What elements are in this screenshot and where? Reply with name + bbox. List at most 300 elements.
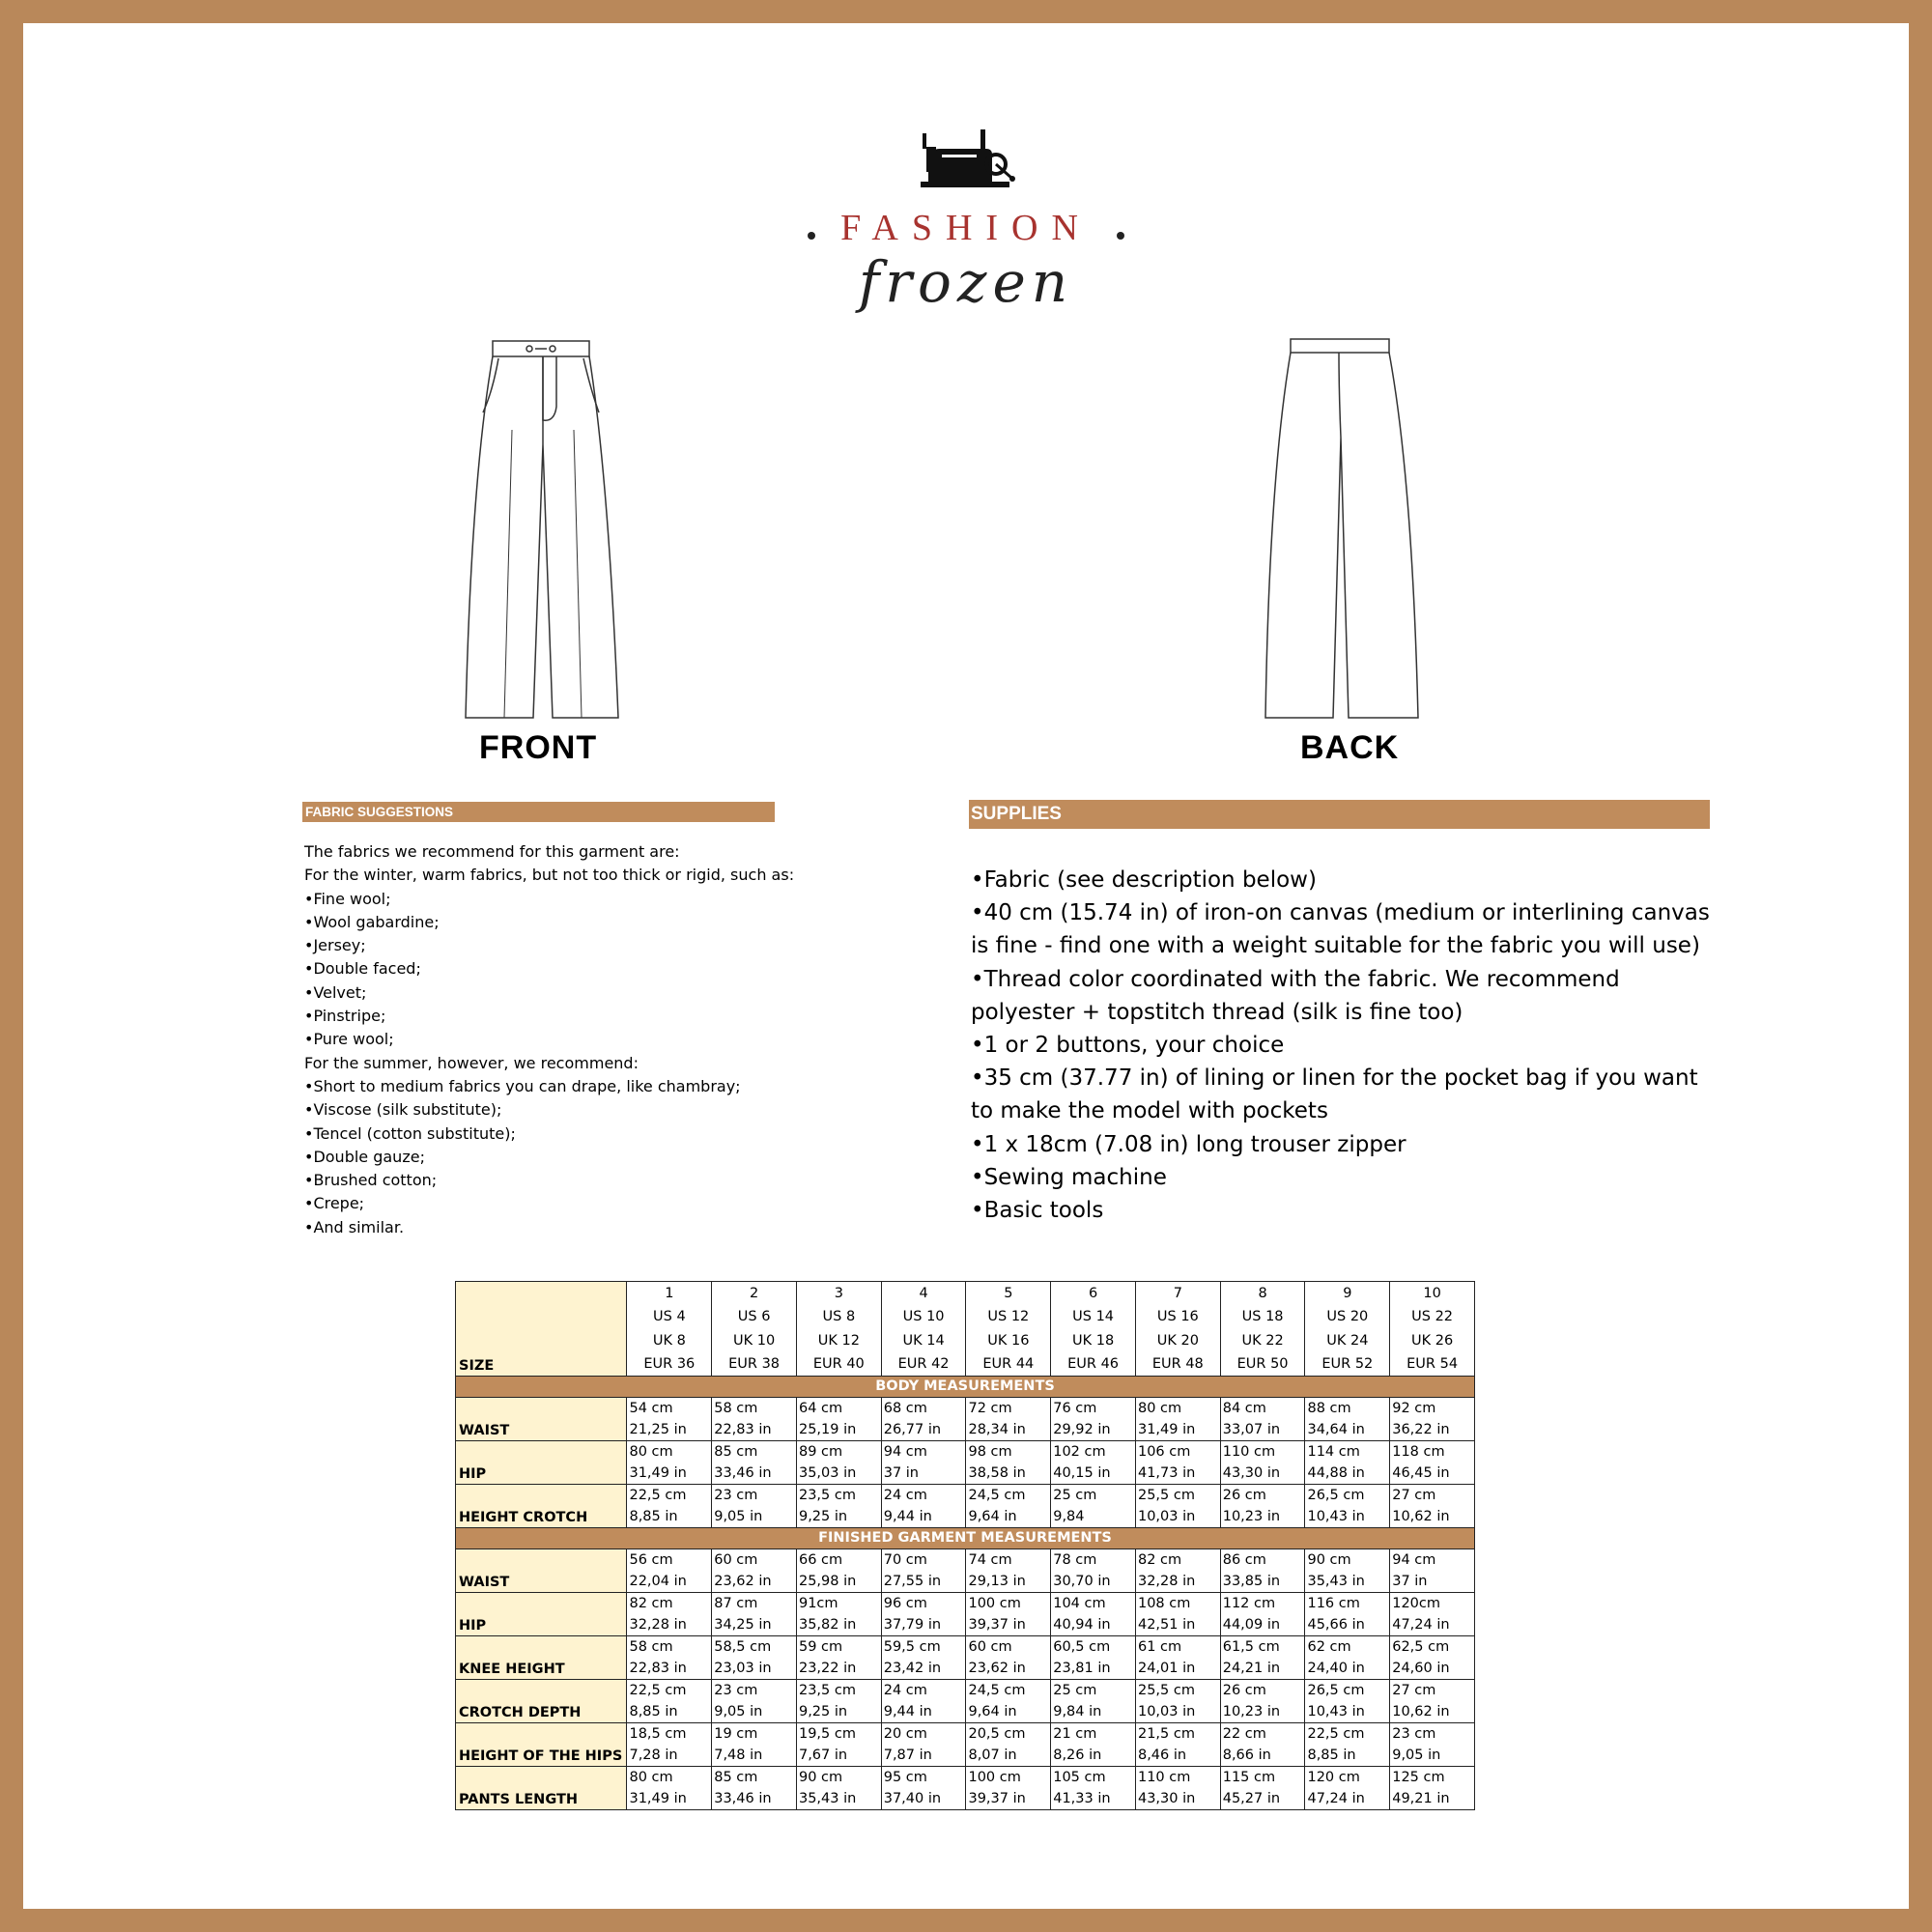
measurement-cell	[1135, 1636, 1220, 1680]
size-designation: EUR 54	[1406, 1355, 1459, 1372]
measurement-in: 8,85 in	[629, 1704, 678, 1720]
size-designation: UK 12	[817, 1332, 860, 1349]
measurement-cm: 58 cm	[629, 1639, 673, 1656]
measurement-cm: 60 cm	[714, 1552, 758, 1569]
measurement-cell	[1135, 1767, 1220, 1810]
measurement-cm: 23 cm	[1392, 1726, 1436, 1743]
measurement-in: 22,83 in	[629, 1661, 687, 1677]
measurement-in: 25,98 in	[798, 1574, 857, 1590]
size-chart-table	[455, 1281, 1475, 1810]
measurement-in: 45,66 in	[1307, 1617, 1365, 1634]
measurement-cell	[1051, 1549, 1136, 1593]
measurement-cell	[881, 1398, 966, 1441]
measurement-in: 7,48 in	[714, 1747, 763, 1764]
measurement-cm: 23,5 cm	[798, 1488, 856, 1504]
measurement-in: 25,19 in	[798, 1422, 857, 1438]
measurement-in: 9,64 in	[968, 1509, 1017, 1525]
measurement-label: HIP	[456, 1441, 627, 1485]
measurement-cell	[881, 1485, 966, 1528]
measurement-in: 34,64 in	[1307, 1422, 1365, 1438]
brand-dot-right	[1117, 232, 1124, 240]
size-designation: UK 22	[1241, 1332, 1284, 1349]
measurement-cell	[796, 1485, 881, 1528]
measurement-cm: 18,5 cm	[629, 1726, 687, 1743]
fabric-line: •Crepe;	[304, 1194, 365, 1213]
measurement-cell	[712, 1767, 797, 1810]
supplies-line: •Basic tools	[971, 1198, 1104, 1224]
measurement-label: WAIST	[456, 1398, 627, 1441]
measurement-cell	[1305, 1485, 1390, 1528]
size-designation: 4	[919, 1286, 928, 1301]
measurement-cell	[881, 1593, 966, 1636]
measurement-in: 8,26 in	[1053, 1747, 1102, 1764]
measurement-in: 35,82 in	[798, 1617, 857, 1634]
measurement-in: 31,49 in	[629, 1791, 687, 1807]
measurement-label: HEIGHT CROTCH	[456, 1485, 627, 1528]
measurement-cell	[1390, 1723, 1475, 1767]
measurement-cm: 27 cm	[1392, 1488, 1436, 1504]
measurement-row	[456, 1680, 1475, 1723]
measurement-cell	[627, 1636, 712, 1680]
fabric-line: •Double gauze;	[304, 1147, 425, 1166]
size-designation: US 20	[1326, 1309, 1369, 1325]
measurement-cell	[627, 1767, 712, 1810]
front-pants-drawing	[454, 333, 628, 724]
size-column-header	[1390, 1282, 1475, 1377]
measurement-cm: 26 cm	[1222, 1488, 1266, 1504]
measurement-cell	[627, 1485, 712, 1528]
measurement-in: 23,42 in	[883, 1661, 942, 1677]
measurement-cm: 58 cm	[714, 1401, 758, 1417]
size-designation: US 10	[902, 1309, 945, 1325]
measurement-cell	[1305, 1680, 1390, 1723]
size-designation: UK 24	[1326, 1332, 1369, 1349]
measurement-cm: 85 cm	[714, 1770, 758, 1786]
measurement-in: 9,84 in	[1053, 1704, 1102, 1720]
measurement-cell	[1390, 1549, 1475, 1593]
measurement-cell	[966, 1549, 1051, 1593]
size-designation: EUR 44	[982, 1355, 1035, 1372]
measurement-in: 32,28 in	[1137, 1574, 1196, 1590]
size-designation: EUR 48	[1151, 1355, 1204, 1372]
measurement-cell	[1220, 1485, 1305, 1528]
size-designation: US 14	[1072, 1309, 1115, 1325]
measurement-in: 8,85 in	[629, 1509, 678, 1525]
measurement-cm: 125 cm	[1392, 1770, 1445, 1786]
measurement-in: 23,03 in	[714, 1661, 772, 1677]
measurement-cell	[712, 1549, 797, 1593]
measurement-cm: 24,5 cm	[968, 1683, 1026, 1699]
size-column-header	[712, 1282, 797, 1377]
measurement-cm: 24 cm	[883, 1488, 927, 1504]
measurement-cm: 108 cm	[1137, 1596, 1191, 1612]
measurement-cm: 20,5 cm	[968, 1726, 1026, 1743]
measurement-cm: 22,5 cm	[629, 1488, 687, 1504]
measurement-in: 31,49 in	[629, 1465, 687, 1482]
measurement-cell	[627, 1398, 712, 1441]
fabric-line: •And similar.	[304, 1217, 405, 1236]
measurement-cm: 24 cm	[883, 1683, 927, 1699]
measurement-cm: 94 cm	[1392, 1552, 1436, 1569]
measurement-cell	[796, 1398, 881, 1441]
measurement-in: 46,45 in	[1392, 1465, 1450, 1482]
measurement-cm: 115 cm	[1222, 1770, 1276, 1786]
size-designation: 6	[1088, 1286, 1098, 1301]
body-measurements-heading-row	[456, 1377, 1475, 1398]
measurement-in: 10,43 in	[1307, 1704, 1365, 1720]
supplies-line: •40 cm (15.74 in) of iron-on canvas (medium or interlining canvas is fine - find one with a weight suitable for the fabric you will use)	[971, 900, 1710, 959]
measurement-cell	[1135, 1680, 1220, 1723]
measurement-cell	[1390, 1485, 1475, 1528]
measurement-cm: 80 cm	[1137, 1401, 1182, 1417]
measurement-cm: 25,5 cm	[1137, 1488, 1195, 1504]
measurement-cell	[1220, 1680, 1305, 1723]
measurement-cell	[1135, 1485, 1220, 1528]
measurement-cm: 91cm	[798, 1596, 838, 1612]
measurement-cell	[1051, 1593, 1136, 1636]
measurement-in: 9,05 in	[1392, 1747, 1441, 1764]
size-column-header	[881, 1282, 966, 1377]
measurement-in: 8,85 in	[1307, 1747, 1356, 1764]
measurement-cell	[1220, 1398, 1305, 1441]
measurement-in: 35,43 in	[1307, 1574, 1365, 1590]
measurement-cell	[881, 1636, 966, 1680]
supplies-line: •Sewing machine	[971, 1164, 1167, 1190]
measurement-cell	[966, 1723, 1051, 1767]
measurement-in: 9,44 in	[883, 1509, 932, 1525]
measurement-in: 31,49 in	[1137, 1422, 1196, 1438]
measurement-cell	[1390, 1593, 1475, 1636]
measurement-cm: 74 cm	[968, 1552, 1012, 1569]
measurement-label: KNEE HEIGHT	[456, 1636, 627, 1680]
measurement-cell	[796, 1549, 881, 1593]
measurement-cell	[1305, 1441, 1390, 1485]
size-designation: 3	[834, 1286, 843, 1301]
measurement-row	[456, 1636, 1475, 1680]
measurement-cm: 62 cm	[1307, 1639, 1351, 1656]
measurement-cm: 87 cm	[714, 1596, 758, 1612]
measurement-cm: 100 cm	[968, 1596, 1021, 1612]
measurement-in: 9,05 in	[714, 1509, 763, 1525]
measurement-cell	[627, 1723, 712, 1767]
size-label: SIZE	[456, 1282, 627, 1377]
size-designation: UK 10	[733, 1332, 776, 1349]
measurement-in: 41,33 in	[1053, 1791, 1111, 1807]
measurement-cm: 26,5 cm	[1307, 1488, 1365, 1504]
measurement-in: 7,67 in	[798, 1747, 848, 1764]
body-measurements-heading: BODY MEASUREMENTS	[456, 1377, 1475, 1398]
size-designation: 8	[1258, 1286, 1267, 1301]
measurement-cell	[796, 1441, 881, 1485]
measurement-cm: 105 cm	[1053, 1770, 1106, 1786]
measurement-cell	[1305, 1767, 1390, 1810]
measurement-cm: 58,5 cm	[714, 1639, 772, 1656]
measurement-cell	[627, 1593, 712, 1636]
measurement-cm: 27 cm	[1392, 1683, 1436, 1699]
size-designation: UK 18	[1072, 1332, 1115, 1349]
measurement-in: 9,05 in	[714, 1704, 763, 1720]
measurement-in: 7,87 in	[883, 1747, 932, 1764]
measurement-label: HIP	[456, 1593, 627, 1636]
fabric-line: •Velvet;	[304, 982, 367, 1002]
size-designation: UK 8	[652, 1332, 686, 1349]
size-column-header	[1305, 1282, 1390, 1377]
size-column-header	[1220, 1282, 1305, 1377]
measurement-cm: 90 cm	[1307, 1552, 1351, 1569]
size-designation: US 16	[1156, 1309, 1199, 1325]
size-designation: EUR 40	[812, 1355, 865, 1372]
measurement-label: PANTS LENGTH	[456, 1767, 627, 1810]
measurement-cm: 59,5 cm	[883, 1639, 941, 1656]
measurement-cm: 120 cm	[1307, 1770, 1360, 1786]
measurement-cell	[1051, 1680, 1136, 1723]
fabric-line: •Pinstripe;	[304, 1007, 386, 1026]
measurement-cm: 84 cm	[1222, 1401, 1266, 1417]
measurement-cm: 61 cm	[1137, 1639, 1182, 1656]
measurement-cm: 23,5 cm	[798, 1683, 856, 1699]
measurement-in: 47,24 in	[1392, 1617, 1450, 1634]
measurement-cm: 66 cm	[798, 1552, 843, 1569]
measurement-cell	[712, 1680, 797, 1723]
measurement-cell	[1390, 1680, 1475, 1723]
measurement-in: 49,21 in	[1392, 1791, 1450, 1807]
measurement-in: 45,27 in	[1222, 1791, 1281, 1807]
measurement-cm: 116 cm	[1307, 1596, 1360, 1612]
measurement-cm: 72 cm	[968, 1401, 1012, 1417]
measurement-in: 37 in	[883, 1465, 919, 1482]
size-column-header	[966, 1282, 1051, 1377]
measurement-in: 33,46 in	[714, 1791, 772, 1807]
measurement-cm: 54 cm	[629, 1401, 673, 1417]
measurement-cm: 22,5 cm	[629, 1683, 687, 1699]
measurement-cell	[966, 1636, 1051, 1680]
size-designation: 10	[1423, 1286, 1441, 1301]
size-column-header	[796, 1282, 881, 1377]
measurement-cell	[1051, 1636, 1136, 1680]
measurement-row	[456, 1767, 1475, 1810]
size-designation: EUR 42	[897, 1355, 950, 1372]
measurement-in: 8,66 in	[1222, 1747, 1271, 1764]
measurement-cm: 60,5 cm	[1053, 1639, 1111, 1656]
measurement-in: 10,62 in	[1392, 1509, 1450, 1525]
measurement-cm: 21 cm	[1053, 1726, 1097, 1743]
measurement-cm: 76 cm	[1053, 1401, 1097, 1417]
measurement-cm: 23 cm	[714, 1683, 758, 1699]
size-designation: EUR 46	[1067, 1355, 1120, 1372]
measurement-cell	[1051, 1398, 1136, 1441]
supplies-line: •Thread color coordinated with the fabric. We recommend polyester + topstitch thread (silk is fine too)	[971, 966, 1620, 1025]
size-designation: US 12	[987, 1309, 1030, 1325]
size-designation: US 18	[1241, 1309, 1284, 1325]
measurement-cell	[627, 1441, 712, 1485]
measurement-in: 9,64 in	[968, 1704, 1017, 1720]
measurement-cm: 70 cm	[883, 1552, 927, 1569]
measurement-cell	[881, 1680, 966, 1723]
measurement-cell	[712, 1398, 797, 1441]
measurement-cm: 88 cm	[1307, 1401, 1351, 1417]
measurement-cm: 110 cm	[1222, 1444, 1276, 1461]
measurement-cm: 19,5 cm	[798, 1726, 856, 1743]
measurement-cm: 60 cm	[968, 1639, 1012, 1656]
measurement-cm: 24,5 cm	[968, 1488, 1026, 1504]
measurement-in: 36,22 in	[1392, 1422, 1450, 1438]
measurement-cell	[1220, 1441, 1305, 1485]
measurement-in: 23,62 in	[714, 1574, 772, 1590]
measurement-in: 9,44 in	[883, 1704, 932, 1720]
garment-measurements-heading: FINISHED GARMENT MEASUREMENTS	[456, 1528, 1475, 1549]
measurement-label: HEIGHT OF THE HIPS	[456, 1723, 627, 1767]
measurement-cell	[712, 1636, 797, 1680]
measurement-cm: 96 cm	[883, 1596, 927, 1612]
measurement-in: 40,15 in	[1053, 1465, 1111, 1482]
measurement-cell	[1051, 1767, 1136, 1810]
measurement-cm: 25,5 cm	[1137, 1683, 1195, 1699]
measurement-in: 37,79 in	[883, 1617, 942, 1634]
measurement-cm: 22,5 cm	[1307, 1726, 1365, 1743]
measurement-cm: 25 cm	[1053, 1488, 1097, 1504]
supplies-heading: SUPPLIES	[969, 800, 1710, 829]
measurement-label: CROTCH DEPTH	[456, 1680, 627, 1723]
back-pants-drawing	[1256, 333, 1430, 724]
measurement-cm: 64 cm	[798, 1401, 843, 1417]
measurement-in: 30,70 in	[1053, 1574, 1111, 1590]
measurement-cell	[1305, 1636, 1390, 1680]
measurement-in: 32,28 in	[629, 1617, 687, 1634]
measurement-cell	[1390, 1398, 1475, 1441]
size-designation: 2	[749, 1286, 759, 1301]
size-column-header	[627, 1282, 712, 1377]
measurement-cell	[881, 1723, 966, 1767]
supplies-line: •Fabric (see description below)	[971, 867, 1317, 893]
size-designation: 1	[665, 1286, 674, 1301]
measurement-in: 47,24 in	[1307, 1791, 1365, 1807]
measurement-in: 24,40 in	[1307, 1661, 1365, 1677]
measurement-cell	[966, 1593, 1051, 1636]
measurement-in: 26,77 in	[883, 1422, 942, 1438]
measurement-cm: 78 cm	[1053, 1552, 1097, 1569]
measurement-in: 29,13 in	[968, 1574, 1026, 1590]
fabric-line: The fabrics we recommend for this garment are:	[304, 842, 680, 861]
measurement-in: 9,25 in	[798, 1704, 848, 1720]
measurement-cell	[881, 1441, 966, 1485]
measurement-cell	[796, 1723, 881, 1767]
measurement-cm: 22 cm	[1222, 1726, 1266, 1743]
measurement-cell	[627, 1549, 712, 1593]
measurement-in: 7,28 in	[629, 1747, 678, 1764]
measurement-cell	[712, 1485, 797, 1528]
supplies-line: •1 or 2 buttons, your choice	[971, 1033, 1285, 1059]
measurement-in: 10,62 in	[1392, 1704, 1450, 1720]
measurement-cm: 80 cm	[629, 1444, 673, 1461]
measurement-in: 23,81 in	[1053, 1661, 1111, 1677]
measurement-cm: 80 cm	[629, 1770, 673, 1786]
measurement-in: 10,43 in	[1307, 1509, 1365, 1525]
size-column-header	[1051, 1282, 1136, 1377]
size-designation: UK 20	[1156, 1332, 1199, 1349]
size-designation: US 22	[1411, 1309, 1454, 1325]
fabric-line: •Pure wool;	[304, 1030, 394, 1049]
measurement-cm: 19 cm	[714, 1726, 758, 1743]
measurement-in: 44,09 in	[1222, 1617, 1281, 1634]
supplies-line: •35 cm (37.77 in) of lining or linen for the pocket bag if you want to make the model with pockets	[971, 1065, 1698, 1124]
measurement-in: 23,62 in	[968, 1661, 1026, 1677]
measurement-cell	[1220, 1636, 1305, 1680]
measurement-cm: 90 cm	[798, 1770, 843, 1786]
size-designation: EUR 52	[1321, 1355, 1374, 1372]
measurement-cell	[1051, 1441, 1136, 1485]
measurement-cm: 94 cm	[883, 1444, 927, 1461]
measurement-in: 10,03 in	[1137, 1704, 1196, 1720]
measurement-in: 35,43 in	[798, 1791, 857, 1807]
measurement-cm: 106 cm	[1137, 1444, 1191, 1461]
size-designation: UK 16	[987, 1332, 1030, 1349]
measurement-cell	[712, 1593, 797, 1636]
measurement-in: 24,21 in	[1222, 1661, 1281, 1677]
size-designation: US 4	[653, 1309, 686, 1325]
measurement-row	[456, 1723, 1475, 1767]
measurement-in: 22,04 in	[629, 1574, 687, 1590]
measurement-in: 22,83 in	[714, 1422, 772, 1438]
measurement-row	[456, 1485, 1475, 1528]
size-designation: US 6	[737, 1309, 771, 1325]
measurement-in: 23,22 in	[798, 1661, 857, 1677]
measurement-cell	[1305, 1593, 1390, 1636]
fabric-line: •Brushed cotton;	[304, 1171, 438, 1190]
measurement-cm: 110 cm	[1137, 1770, 1191, 1786]
measurement-in: 35,03 in	[798, 1465, 857, 1482]
measurement-cell	[966, 1398, 1051, 1441]
measurement-cm: 25 cm	[1053, 1683, 1097, 1699]
size-designation: EUR 50	[1236, 1355, 1289, 1372]
brand-name: FASHION	[840, 208, 1092, 248]
measurement-cm: 26,5 cm	[1307, 1683, 1365, 1699]
measurement-cm: 20 cm	[883, 1726, 927, 1743]
fabric-list	[304, 840, 795, 1239]
measurement-in: 37,40 in	[883, 1791, 942, 1807]
size-header-row	[456, 1282, 1475, 1377]
measurement-cell	[1305, 1723, 1390, 1767]
measurement-cm: 104 cm	[1053, 1596, 1106, 1612]
measurement-in: 28,34 in	[968, 1422, 1026, 1438]
measurement-in: 33,07 in	[1222, 1422, 1281, 1438]
size-designation: UK 14	[902, 1332, 945, 1349]
size-column-header	[1135, 1282, 1220, 1377]
fabric-line: •Fine wool;	[304, 889, 391, 908]
size-designation: EUR 38	[728, 1355, 781, 1372]
measurement-in: 27,55 in	[883, 1574, 942, 1590]
measurement-cell	[712, 1723, 797, 1767]
front-label: FRONT	[479, 729, 598, 766]
measurement-cell	[966, 1485, 1051, 1528]
measurement-in: 9,25 in	[798, 1509, 848, 1525]
measurement-cell	[1135, 1398, 1220, 1441]
measurement-cell	[796, 1680, 881, 1723]
measurement-in: 9,84	[1053, 1509, 1085, 1525]
measurement-in: 10,03 in	[1137, 1509, 1196, 1525]
measurement-in: 39,37 in	[968, 1791, 1026, 1807]
measurement-row	[456, 1441, 1475, 1485]
measurement-in: 43,30 in	[1137, 1791, 1196, 1807]
garment-measurements-heading-row	[456, 1528, 1475, 1549]
measurement-in: 33,46 in	[714, 1465, 772, 1482]
measurement-in: 37 in	[1392, 1574, 1428, 1590]
size-designation: US 8	[822, 1309, 856, 1325]
measurement-cell	[1390, 1636, 1475, 1680]
measurement-cell	[966, 1441, 1051, 1485]
measurement-in: 29,92 in	[1053, 1422, 1111, 1438]
measurement-in: 24,60 in	[1392, 1661, 1450, 1677]
back-label: BACK	[1300, 729, 1400, 766]
